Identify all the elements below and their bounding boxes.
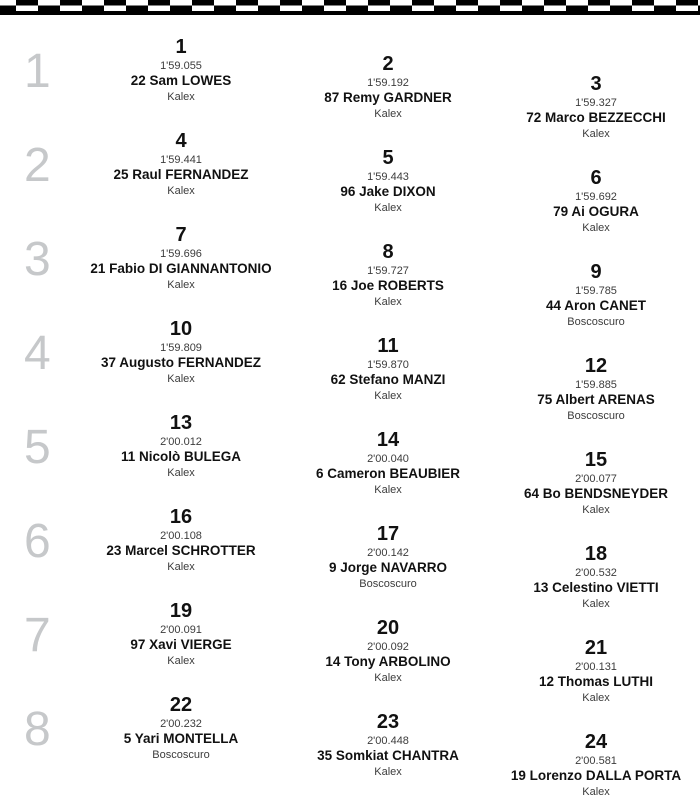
- bike-brand: Boscoscuro: [152, 749, 210, 762]
- qualifying-time: 1'59.692: [575, 191, 617, 203]
- bike-brand: Kalex: [167, 655, 195, 668]
- position-number: 12: [584, 355, 608, 377]
- position-number: 1: [175, 36, 187, 58]
- rider-name: 79 Ai OGURA: [553, 204, 639, 220]
- grid-row-number: 4: [24, 327, 51, 380]
- rider-name: 97 Xavi VIERGE: [130, 637, 232, 653]
- grid-slot: [78, 36, 284, 105]
- bike-brand: Kalex: [374, 390, 402, 403]
- rider-name: 62 Stefano MANZI: [330, 372, 446, 388]
- grid-slot: [492, 318, 700, 424]
- bike-brand: Kalex: [582, 222, 610, 235]
- grid-slot: [78, 694, 284, 763]
- bike-brand: Kalex: [374, 108, 402, 121]
- position-number: 9: [590, 261, 602, 283]
- position-number: 17: [376, 523, 400, 545]
- bike-brand: Kalex: [167, 185, 195, 198]
- bike-brand: Kalex: [374, 766, 402, 779]
- grid-slot: [78, 600, 284, 669]
- grid-row: [0, 36, 700, 141]
- qualifying-time: 1'59.192: [367, 77, 409, 89]
- qualifying-time: 2'00.532: [575, 567, 617, 579]
- starting-grid: [0, 15, 700, 799]
- bike-brand: Kalex: [167, 91, 195, 104]
- rider-name: 44 Aron CANET: [545, 298, 646, 314]
- grid-row: [0, 694, 700, 799]
- grid-slot: [492, 506, 700, 612]
- qualifying-time: 2'00.448: [367, 735, 409, 747]
- rider-name: 11 Nicolò BULEGA: [120, 449, 242, 465]
- position-number: 10: [169, 318, 193, 340]
- qualifying-time: 1'59.809: [160, 342, 202, 354]
- grid-slot: [492, 412, 700, 518]
- qualifying-time: 1'59.696: [160, 248, 202, 260]
- grid-row: [0, 130, 700, 235]
- grid-slot: [284, 694, 492, 780]
- bike-brand: Kalex: [582, 786, 610, 799]
- rider-name: 14 Tony ARBOLINO: [325, 654, 451, 670]
- bike-brand: Kalex: [374, 202, 402, 215]
- bike-brand: Kalex: [167, 373, 195, 386]
- grid-slot: [492, 130, 700, 236]
- rider-name: 64 Bo BENDSNEYDER: [523, 486, 669, 502]
- position-number: 24: [584, 731, 608, 753]
- grid-slot: [284, 36, 492, 122]
- position-number: 8: [382, 241, 394, 263]
- qualifying-time: 1'59.870: [367, 359, 409, 371]
- rider-name: 21 Fabio DI GIANNANTONIO: [90, 261, 272, 277]
- grid-row-number: 8: [24, 703, 51, 756]
- position-number: 16: [169, 506, 193, 528]
- qualifying-time: 2'00.091: [160, 624, 202, 636]
- position-number: 4: [175, 130, 187, 152]
- qualifying-time: 1'59.443: [367, 171, 409, 183]
- grid-slot: [284, 506, 492, 592]
- grid-slot: [492, 36, 700, 142]
- grid-slot: [492, 600, 700, 706]
- grid-slot: [78, 224, 284, 293]
- position-number: 19: [169, 600, 193, 622]
- bike-brand: Boscoscuro: [359, 578, 417, 591]
- qualifying-time: 2'00.012: [160, 436, 202, 448]
- position-number: 14: [376, 429, 400, 451]
- grid-slot: [78, 506, 284, 575]
- bike-brand: Kalex: [167, 279, 195, 292]
- qualifying-time: 2'00.092: [367, 641, 409, 653]
- position-number: 23: [376, 711, 400, 733]
- bike-brand: Kalex: [167, 467, 195, 480]
- rider-name: 12 Thomas LUTHI: [538, 674, 654, 690]
- grid-row-number: 6: [24, 515, 51, 568]
- qualifying-time: 2'00.232: [160, 718, 202, 730]
- qualifying-time: 1'59.441: [160, 154, 202, 166]
- rider-name: 16 Joe ROBERTS: [332, 278, 444, 294]
- qualifying-time: 2'00.108: [160, 530, 202, 542]
- rider-name: 37 Augusto FERNANDEZ: [100, 355, 261, 371]
- rider-name: 22 Sam LOWES: [130, 73, 232, 89]
- bike-brand: Kalex: [582, 128, 610, 141]
- grid-row-number: 1: [24, 45, 51, 98]
- position-number: 13: [169, 412, 193, 434]
- position-number: 20: [376, 617, 400, 639]
- grid-row-number: 7: [24, 609, 51, 662]
- qualifying-time: 2'00.142: [367, 547, 409, 559]
- position-number: 15: [584, 449, 608, 471]
- grid-slot: [492, 224, 700, 330]
- grid-slot: [284, 130, 492, 216]
- qualifying-time: 2'00.077: [575, 473, 617, 485]
- bike-brand: Kalex: [582, 598, 610, 611]
- bike-brand: Kalex: [582, 504, 610, 517]
- position-number: 21: [584, 637, 608, 659]
- position-number: 18: [584, 543, 608, 565]
- position-number: 22: [169, 694, 193, 716]
- rider-name: 75 Albert ARENAS: [537, 392, 655, 408]
- rider-name: 35 Somkiat CHANTRA: [317, 748, 459, 764]
- grid-row-number: 5: [24, 421, 51, 474]
- rider-name: 25 Raul FERNANDEZ: [113, 167, 249, 183]
- rider-name: 72 Marco BEZZECCHI: [526, 110, 666, 126]
- qualifying-time: 1'59.055: [160, 60, 202, 72]
- bike-brand: Boscoscuro: [567, 410, 625, 423]
- rider-name: 13 Celestino VIETTI: [533, 580, 659, 596]
- bike-brand: Kalex: [374, 672, 402, 685]
- rider-name: 6 Cameron BEAUBIER: [315, 466, 461, 482]
- qualifying-time: 1'59.327: [575, 97, 617, 109]
- bike-brand: Boscoscuro: [567, 316, 625, 329]
- grid-slot: [284, 224, 492, 310]
- position-number: 2: [382, 53, 394, 75]
- qualifying-time: 1'59.727: [367, 265, 409, 277]
- bike-brand: Kalex: [374, 296, 402, 309]
- position-number: 5: [382, 147, 394, 169]
- grid-slot: [492, 694, 700, 800]
- bike-brand: Kalex: [582, 692, 610, 705]
- grid-slot: [284, 600, 492, 686]
- position-number: 7: [175, 224, 187, 246]
- rider-name: 9 Jorge NAVARRO: [328, 560, 448, 576]
- grid-row-number: 2: [24, 139, 51, 192]
- rider-name: 5 Yari MONTELLA: [123, 731, 239, 747]
- position-number: 3: [590, 73, 602, 95]
- position-number: 6: [590, 167, 602, 189]
- bike-brand: Kalex: [374, 484, 402, 497]
- grid-slot: [284, 412, 492, 498]
- checkered-flag-strip: [0, 0, 700, 15]
- qualifying-time: 1'59.785: [575, 285, 617, 297]
- bike-brand: Kalex: [167, 561, 195, 574]
- grid-slot: [78, 412, 284, 481]
- rider-name: 96 Jake DIXON: [340, 184, 436, 200]
- rider-name: 87 Remy GARDNER: [324, 90, 452, 106]
- qualifying-time: 2'00.131: [575, 661, 617, 673]
- qualifying-time: 2'00.581: [575, 755, 617, 767]
- grid-slot: [78, 130, 284, 199]
- rider-name: 23 Marcel SCHROTTER: [106, 543, 256, 559]
- position-number: 11: [377, 335, 399, 357]
- qualifying-time: 1'59.885: [575, 379, 617, 391]
- grid-slot: [284, 318, 492, 404]
- grid-slot: [78, 318, 284, 387]
- qualifying-time: 2'00.040: [367, 453, 409, 465]
- grid-row-number: 3: [24, 233, 51, 286]
- rider-name: 19 Lorenzo DALLA PORTA: [510, 768, 682, 784]
